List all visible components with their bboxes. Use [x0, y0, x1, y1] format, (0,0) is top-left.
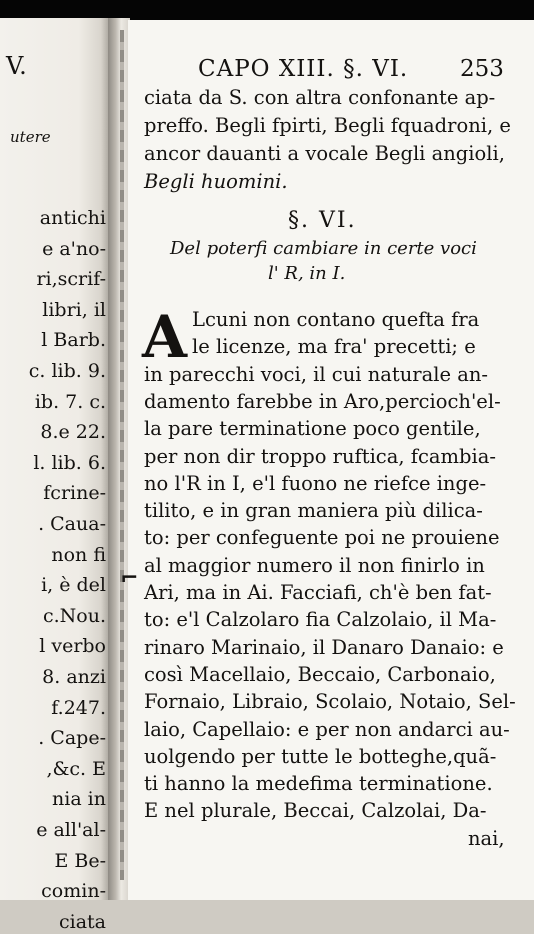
section-subtitle-line-2: l' R, in I. — [268, 263, 346, 284]
top-paragraph-line: ancor dauanti a vocale Begli angioli, — [144, 142, 505, 165]
body-line: in parecchi voci, il cui naturale an- — [144, 362, 488, 386]
left-page-line: e a'no- — [42, 237, 106, 260]
running-head: CAPO XIII. §. VI. — [198, 56, 409, 82]
left-page-line: 8. anzi — [42, 666, 106, 688]
left-page — [0, 18, 112, 933]
left-page-line: c. lib. 9. — [28, 360, 106, 382]
left-page-line: ri,scrif- — [36, 268, 106, 291]
top-paragraph-line: ciata da S. con altra confonante ap- — [144, 86, 496, 109]
body-line: laio, Capellaio: e per non andarci au- — [144, 717, 510, 741]
left-page-line: . Cape- — [38, 727, 106, 750]
left-page-line: i, è del — [41, 574, 106, 597]
body-line: to: e'l Calzolaro fia Calzolaio, il Ma- — [144, 608, 497, 632]
right-page — [128, 20, 534, 900]
left-page-line: l Barb. — [41, 329, 106, 352]
body-line: le licenze, ma fra' precetti; e — [192, 335, 476, 359]
left-page-line: ,&c. E — [46, 757, 106, 780]
body-line: al maggior numero il non finirlo in — [144, 553, 485, 577]
body-line: no l'R in I, e'l fuono ne riefce inge- — [144, 471, 487, 495]
body-line: uolgendo per tutte le botteghe,quã- — [144, 744, 497, 768]
body-line: nai, — [468, 826, 505, 850]
body-line: rinaro Marinaio, il Danaro Danaio: e — [144, 635, 504, 659]
left-page-line: non fi — [51, 543, 106, 566]
left-page-line: comin- — [41, 880, 106, 903]
left-page-line: . Caua- — [38, 513, 106, 535]
body-line: ti hanno la medefima terminatione. — [144, 772, 493, 796]
left-page-line: libri, il — [42, 298, 106, 321]
body-line: E nel plurale, Beccai, Calzolai, Da- — [144, 799, 487, 823]
left-page-line: e all'al- — [36, 819, 106, 841]
left-page-line: E Be- — [54, 849, 106, 872]
body-line: così Macellaio, Beccaio, Carbonaio, — [144, 662, 496, 686]
section-subtitle-line-1: Del poterfi cambiare in certe voci — [170, 238, 477, 259]
left-page-line: fcrine- — [43, 482, 106, 505]
book-gutter — [108, 18, 130, 900]
left-page-line: f.247. — [51, 696, 106, 719]
left-page-line: antichi — [39, 207, 106, 229]
body-line: per non dir troppo ruftica, fcambia- — [144, 444, 496, 468]
top-paragraph-line: Begli huomini. — [144, 170, 288, 193]
page-number: 253 — [460, 56, 504, 82]
body-line: la pare terminatione poco gentile, — [144, 417, 481, 441]
top-paragraph-line: preffo. Begli fpirti, Begli fquadroni, e — [144, 114, 511, 137]
section-title: §. VI. — [288, 208, 357, 233]
left-page-line: ib. 7. c. — [34, 390, 106, 413]
body-line: damento farebbe in Aro,percioch'el- — [144, 389, 501, 413]
body-line: Lcuni non contano quefta fra — [192, 308, 480, 331]
left-page-line: 8.e 22. — [40, 421, 106, 444]
left-running-head: V. — [6, 52, 27, 80]
left-page-line: nia in — [52, 788, 106, 811]
body-line: Fornaio, Libraio, Scolaio, Notaio, Sel- — [144, 690, 516, 714]
margin-bracket-mark: ⌐ — [120, 565, 139, 591]
body-line: tilito, e in gran maniera più dilica- — [144, 499, 483, 523]
left-page-line: l. lib. 6. — [33, 451, 106, 474]
left-page-line: c.Nou. — [42, 604, 106, 627]
drop-cap: A — [142, 303, 188, 371]
binding-thread — [120, 30, 124, 880]
left-page-line: l verbo — [39, 635, 106, 658]
body-line: Ari, ma in Ai. Facciafi, ch'è ben fat- — [144, 581, 492, 604]
body-line: to: per confeguente poi ne prouiene — [144, 526, 500, 550]
left-subheader: utere — [10, 128, 51, 146]
left-page-line: ciata — [58, 910, 106, 933]
